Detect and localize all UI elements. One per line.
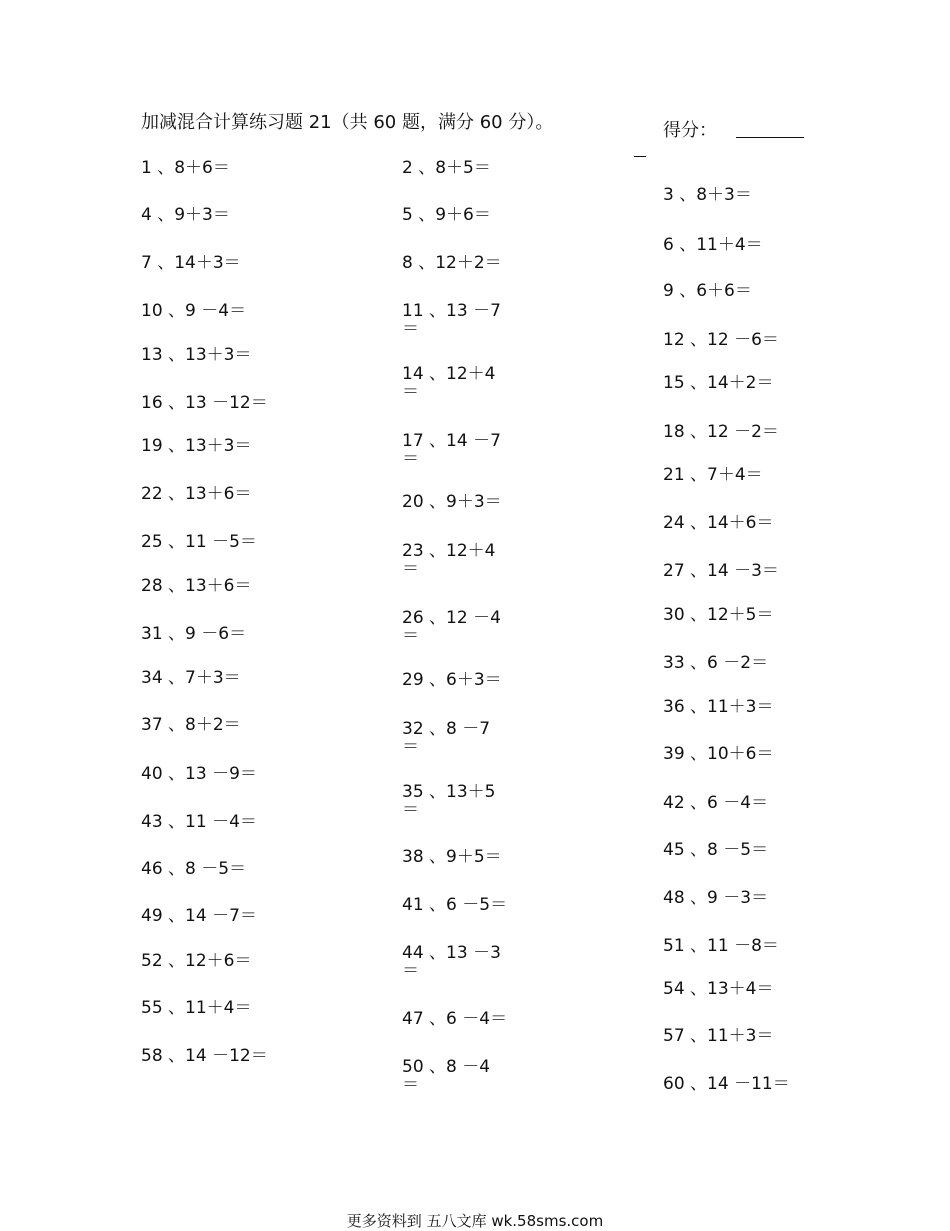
problem-item: 37 、8＋2＝ [141,715,241,735]
score-blank-line [736,137,804,138]
problem-item: 18 、12 －2＝ [663,422,779,442]
problem-item: 26 、12 －4 [402,608,501,628]
problem-item: 28 、13＋6＝ [141,576,252,596]
problem-item: 32 、8 －7 [402,719,491,739]
problem-item: 50 、8 －4 [402,1057,491,1077]
problem-item: 10 、9 －4＝ [141,301,247,321]
problem-item: 54 、13＋4＝ [663,979,774,999]
problem-item: 49 、14 －7＝ [141,906,257,926]
problem-item: 16 、13 －12＝ [141,393,268,413]
problem-item: 42 、6 －4＝ [663,793,769,813]
problem-item: 34 、7＋3＝ [141,668,241,688]
problem-item: 36 、11＋3＝ [663,697,774,717]
score-blank-line-continuation [634,156,646,157]
problem-item: 35 、13＋5 [402,782,496,802]
problem-equals-wrap: ＝ [402,382,419,402]
problem-item: 24 、14＋6＝ [663,513,774,533]
problem-item: 29 、6＋3＝ [402,670,502,690]
problem-item: 51 、11 －8＝ [663,936,779,956]
problem-item: 1 、8＋6＝ [141,158,230,178]
problem-item: 40 、13 －9＝ [141,764,257,784]
problem-item: 8 、12＋2＝ [402,253,502,273]
problem-item: 6 、11＋4＝ [663,235,763,255]
problem-item: 31 、9 －6＝ [141,624,247,644]
problem-item: 14 、12＋4 [402,364,496,384]
problem-equals-wrap: ＝ [402,626,419,646]
problem-item: 41 、6 －5＝ [402,895,508,915]
problem-item: 44 、13 －3 [402,943,501,963]
problem-item: 52 、12＋6＝ [141,951,252,971]
problem-item: 30 、12＋5＝ [663,605,774,625]
problem-item: 9 、6＋6＝ [663,281,752,301]
problem-item: 39 、10＋6＝ [663,744,774,764]
problem-equals-wrap: ＝ [402,449,419,469]
problem-item: 15 、14＋2＝ [663,373,774,393]
problem-equals-wrap: ＝ [402,1075,419,1095]
problem-item: 33 、6 －2＝ [663,653,769,673]
problem-item: 27 、14 －3＝ [663,561,779,581]
problem-item: 4 、9＋3＝ [141,205,230,225]
problem-item: 58 、14 －12＝ [141,1046,268,1066]
problem-item: 17 、14 －7 [402,431,501,451]
footer-source-text: 更多资料到 五八文库 wk.58sms.com [346,1212,604,1230]
problem-item: 3 、8＋3＝ [663,185,752,205]
problem-item: 46 、8 －5＝ [141,859,247,879]
problem-item: 47 、6 －4＝ [402,1009,508,1029]
problem-item: 43 、11 －4＝ [141,812,257,832]
problem-item: 57 、11＋3＝ [663,1026,774,1046]
problem-item: 12 、12 －6＝ [663,330,779,350]
problem-item: 25 、11 －5＝ [141,532,257,552]
problem-equals-wrap: ＝ [402,559,419,579]
problem-item: 45 、8 －5＝ [663,840,769,860]
problem-item: 48 、9 －3＝ [663,888,769,908]
problem-item: 60 、14 －11＝ [663,1074,790,1094]
problem-item: 20 、9＋3＝ [402,492,502,512]
problem-equals-wrap: ＝ [402,800,419,820]
problem-item: 2 、8＋5＝ [402,158,491,178]
problem-item: 21 、7＋4＝ [663,465,763,485]
problem-equals-wrap: ＝ [402,961,419,981]
page-title: 加减混合计算练习题 21（共 60 题，满分 60 分）。 [141,112,554,133]
problem-equals-wrap: ＝ [402,737,419,757]
problem-item: 13 、13＋3＝ [141,345,252,365]
problem-item: 23 、12＋4 [402,541,496,561]
problem-item: 19 、13＋3＝ [141,436,252,456]
score-label: 得分： [663,120,717,141]
problem-item: 22 、13＋6＝ [141,484,252,504]
problem-item: 11 、13 －7 [402,301,501,321]
problem-item: 7 、14＋3＝ [141,253,241,273]
problem-item: 38 、9＋5＝ [402,847,502,867]
problem-item: 5 、9＋6＝ [402,205,491,225]
problem-equals-wrap: ＝ [402,319,419,339]
problem-item: 55 、11＋4＝ [141,998,252,1018]
